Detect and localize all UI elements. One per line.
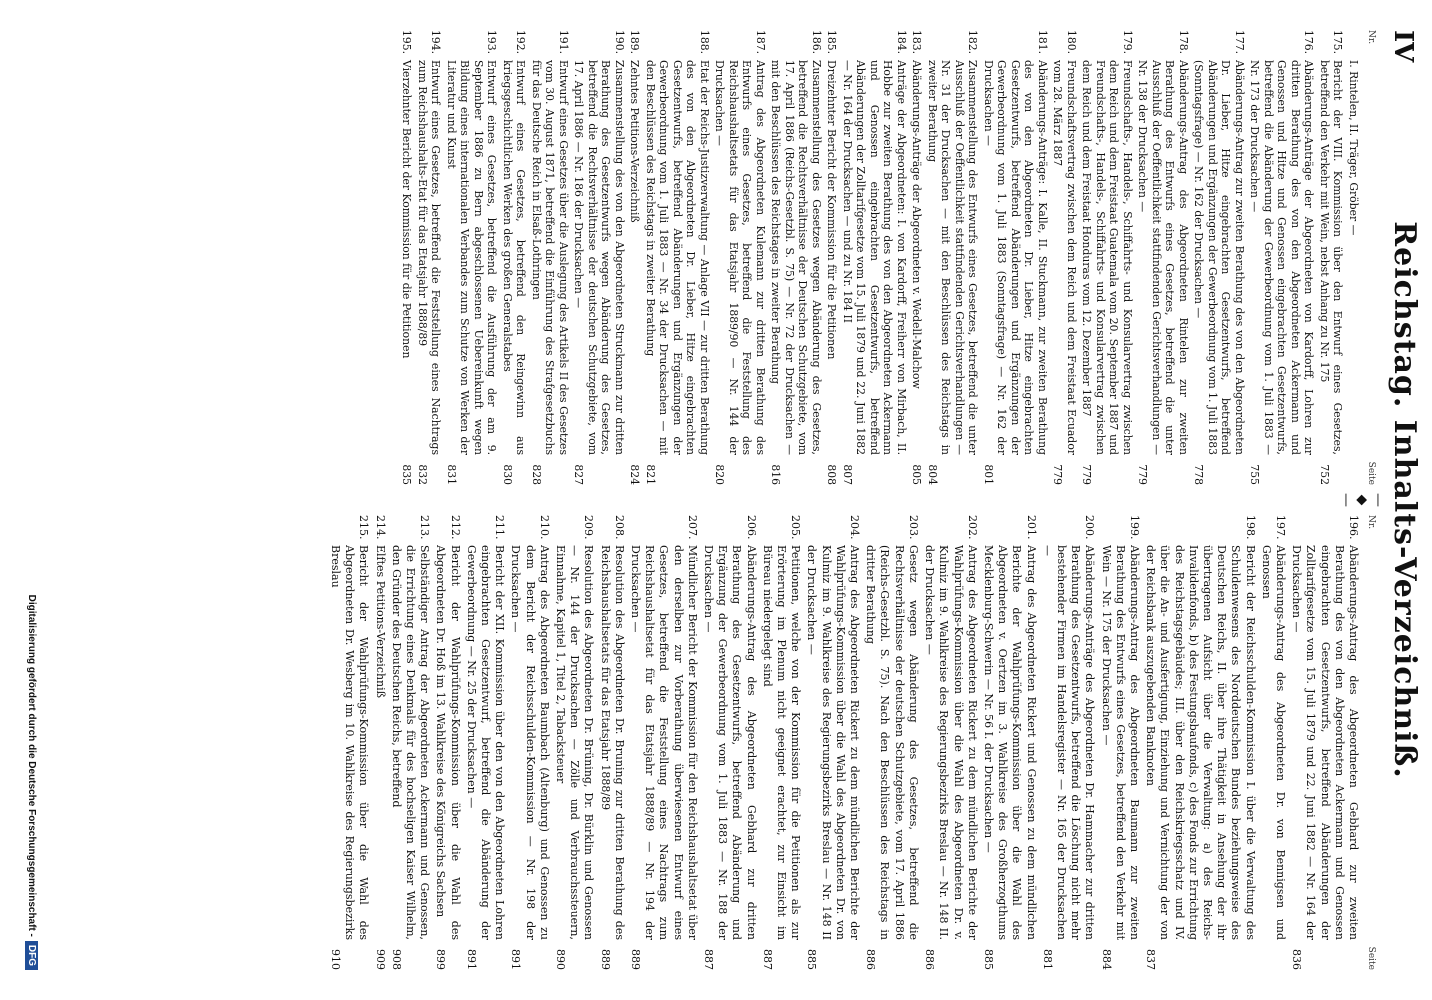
entry-number: 212. — [448, 515, 462, 540]
toc-entry — [825, 30, 839, 485]
toc-entry — [628, 515, 699, 970]
toc-entry — [501, 30, 528, 485]
right-entry-list — [328, 515, 1360, 970]
entry-page: 836 — [1290, 949, 1304, 970]
entry-page: 831 — [445, 464, 458, 485]
entry-number: 177. — [1233, 30, 1246, 55]
entry-title: Selbständiger Antrag der Abgeordneten Ackermann und Genossen, die Errichtung eines Denkmals für des hochseligen Kaiser Wilhelm, den Gründer des Deutschen Reichs, betreffend — [389, 545, 432, 940]
credit-text: Digitalisierung gefördert durch die Deutsche Forschungsgemeinschaft - — [26, 594, 37, 937]
entry-title: Freundschaftsvertrag zwischen dem Reich und dem Freistaat Ecuador vom 28. März 1887 — [1051, 60, 1078, 455]
entry-page: 755 — [1248, 464, 1262, 485]
toc-entry — [530, 30, 571, 485]
toc-entry — [713, 30, 767, 485]
entry-title: Bericht der Wahlprüfungs-Kommission über die Wahl des Abgeordneten Dr. Hoß im 13. Wahlkreise des Königreichs Sachsen — [434, 545, 462, 940]
entry-title: Mündlicher Bericht der Kommission für den Reichshaushaltsetat über den derselben zur Vorberathung überwiesenen Entwurf eines Gesetzes, betreffend die Feststellung eines Nachtrags zum Reichshaushaltsetat für das Etatsjahr 1888/89 — Nr. 194 der Drucksachen — — [629, 545, 699, 940]
entry-number: 201. — [1024, 515, 1038, 540]
entry-title: Zusammenstellung des Entwurfs eines Gesetzes, betreffend die unter Ausschluß der Oeffentlichkeit stattfindenden Gerichtsverhandlungen — Nr. 31 der Drucksachen — mit den Beschlüssen des Reichstags in zweiter Berathung — [926, 60, 980, 455]
toc-entry — [1136, 30, 1190, 485]
column-separator-ornament: —◆— — [1338, 493, 1386, 507]
entry-title: Entwurf eines Gesetzes, betreffend die Feststellung eines Nachtrags zum Reichshaushalts-Etat für das Etatsjahr 1888/89 — [416, 60, 443, 455]
nr-label: Nr. — [1366, 515, 1376, 530]
toc-entry — [1318, 30, 1345, 485]
entry-number: 176. — [1302, 30, 1316, 55]
entry-page: 891 — [464, 949, 478, 970]
entry-number: 211. — [493, 515, 507, 540]
toc-entry — [1248, 30, 1316, 485]
entry-page: 832 — [416, 464, 429, 485]
entry-page: 778 — [1192, 464, 1206, 485]
entry-page: 801 — [982, 464, 995, 485]
toc-entry — [1347, 30, 1361, 485]
entry-title: Bericht der Wahlprüfungs-Kommission über die Wahl des Abgeordneten Dr. Wesberg im 10. Wahlkreise des Regierungsbezirks Breslau — [328, 545, 371, 940]
entry-number: 190. — [613, 30, 626, 55]
toc-entry — [910, 30, 924, 485]
toc-entry — [389, 515, 432, 970]
entry-number: 204. — [848, 515, 862, 540]
toc-entry — [416, 30, 443, 485]
right-column — [326, 515, 1376, 970]
running-header — [1382, 30, 1426, 970]
entry-number: 180. — [1065, 30, 1078, 55]
entry-title: Zehntes Petitions-Verzeichniß — [628, 60, 642, 223]
toc-entry — [760, 515, 803, 970]
entry-number: 179. — [1121, 30, 1134, 55]
digitization-credit — [26, 30, 37, 970]
entry-page: 830 — [501, 464, 514, 485]
entry-title: Entwurf eines Gesetzes über die Auslegung des Artikels II des Gesetzes vom 30. August 1871, betreffend die Einführung des Strafgesetzbuchs für das Deutsche Reich in Elsaß-Lothringen — [530, 60, 570, 455]
toc-entry — [1080, 30, 1134, 485]
entry-number: 200. — [1083, 515, 1097, 540]
entry-title: Abänderungs-Anträge der Abgeordneten v. Wedell-Malchow — [910, 60, 924, 389]
entry-page: 885 — [805, 949, 819, 970]
running-title: Reichstag. Inhalts-Verzeichniß. — [1387, 221, 1422, 779]
entry-title: Antrag des Abgeordneten Rickert zu dem mündlichen Berichte der Wahlprüfungs-Kommission über die Wahl des Abgeordneten Dr. von Kulmiz im 9. Wahlkreise des Regierungsbezirks Breslau — Nr. 148 II der Drucksachen — — [805, 545, 862, 940]
entry-page: 909 — [373, 949, 387, 970]
entry-title: Abänderungs-Anträge des Abgeordneten Dr. Hammacher zur dritten Berathung des Gesetzentwurfs, betreffend die Löschung nicht mehr bestehender Firmen im Handelsregister — Nr. 165 der Drucksachen — — [1040, 545, 1097, 940]
nr-label: Nr. — [1366, 30, 1376, 45]
entry-page: 816 — [769, 464, 783, 485]
entry-title: Abänderungs-Antrag des Abgeordneten Baumann zur zweiten Berathung des Entwurfs eines Gesetzes, betreffend den Verkehr mit Wein — Nr. 175 der Drucksachen — — [1099, 545, 1141, 940]
entry-page: 827 — [572, 464, 586, 485]
entry-number: 203. — [906, 515, 920, 540]
entry-page: 887 — [702, 949, 716, 970]
toc-entry — [400, 30, 414, 485]
entry-number: 181. — [1036, 30, 1049, 55]
entry-page: 885 — [981, 949, 995, 970]
entry-title: Etat der Reichs-Justizverwaltung — Anlage VII — zur dritten Berathung des von den Abgeordneten Dr. Lieber, Hitze eingebrachten Gesetzentwurfs, betreffend Abänderungen und Ergänzungen der Gewerbeordnung vom 1. Juli 1883 — Nr. 34 der Drucksachen — mit den Beschlüssen des Reichstags in zweiter Berathung — [644, 60, 711, 455]
entry-page: 824 — [628, 464, 642, 485]
page-number: IV — [1388, 30, 1418, 63]
entry-page: 808 — [825, 464, 839, 485]
entry-page: 881 — [1040, 949, 1054, 970]
entry-page: 899 — [434, 949, 448, 970]
entry-title: Antrag des Abgeordneten Rickert zu dem mündlichen Berichte der Wahlprüfungs-Kommission über die Wahl des Abgeordneten Dr. v. Kulmiz im 9. Wahlkreise des Regierungsbezirks Breslau — Nr. 148 II. der Drucksachen — — [923, 545, 979, 940]
toc-entry — [863, 515, 920, 970]
entry-page: 837 — [1144, 949, 1158, 970]
entry-title: Abänderungs-Anträge der Abgeordneten von Kardorff, Lohren zur dritten Berathung des von den Abgeordneten Ackermann und Genossen und Hitze und Genossen eingebrachten Gesetzentwurfs, betreffend die Abänderung der Gewerbeordnung vom 1. Juli 1883 — Nr. 173 der Drucksachen — — [1248, 60, 1316, 455]
left-column — [398, 30, 1376, 485]
entry-title: Abänderungs-Antrag des Abgeordneten Rintelen zur zweiten Berathung des Entwurfs eines Gesetzes, betreffend die unter Ausschluß der Oeffentlichkeit stattfindenden Gerichtsverhandlungen — Nr. 138 der Drucksachen — — [1136, 60, 1190, 455]
entry-number: 214. — [373, 515, 387, 540]
entry-number: 182. — [966, 30, 980, 55]
toc-entry — [804, 515, 861, 970]
toc-entry — [981, 515, 1038, 970]
seite-label: Seite — [1366, 946, 1376, 970]
toc-entry — [841, 30, 909, 485]
entry-number: 187. — [754, 30, 767, 55]
toc-entry — [769, 30, 823, 485]
entry-number: 186. — [810, 30, 823, 55]
toc-entry — [597, 515, 625, 970]
entry-number: 196. — [1347, 515, 1360, 540]
entry-title: Abänderungs-Antrag zur zweiten Berathung des von den Abgeordneten Dr. Lieber, Hitze eingebrachten Gesetzentwurfs, betreffend Abänderungen und Ergänzungen der Gewerbeordnung vom 1. Juli 1883 (Sonntagsfrage) — Nr. 162 der Drucksachen — — [1192, 60, 1246, 455]
entry-number: 194. — [429, 30, 443, 55]
entry-page: 805 — [910, 464, 924, 485]
entry-title: Vierzehnter Bericht der Kommission für die Petitionen — [400, 60, 414, 359]
toc-entry — [445, 30, 499, 485]
toc-entry — [1143, 515, 1257, 970]
entry-number: 189. — [628, 30, 642, 55]
entry-number: 199. — [1127, 515, 1141, 540]
entry-number: 215. — [357, 515, 371, 540]
entry-page: 779 — [1136, 464, 1150, 485]
entry-number: 197. — [1273, 515, 1287, 540]
entry-page: 889 — [629, 949, 643, 970]
entry-title: Freundschafts-, Handels-, Schiffahrts- und Konsularvertrag zwischen dem Reich und dem Freistaat Guatemala vom 20. September 1887 und Freundschafts-, Handels-, Schiffahrts- und Konsularvertrag zwischen dem Reich und dem Freistaat Honduras vom 12. Dezember 1887 — [1080, 60, 1134, 455]
entry-number: 208. — [612, 515, 626, 540]
toc-entry — [1051, 30, 1078, 485]
entry-number: 207. — [685, 515, 699, 540]
entry-title: Petitionen, welche von der Kommission für die Petitionen als zur Erörterung im Plenum nicht geeignet erachtet, zur Einsicht im Büreau niedergelegt sind — [760, 545, 803, 940]
entry-title: Entwurf eines Gesetzes, betreffend die Ausführung der am 9. September 1886 zu Bern abgeschlossenen Uebereinkunft wegen Bildung eines internationalen Verbandes zum Schutze von Werken der Literatur und Kunst — [445, 60, 499, 455]
entry-title: Antrag des Abgeordneten Kulemann zur dritten Berathung des Entwurfs eines Gesetzes, betreffend die Feststellung des Reichshaushaltsetats für das Etatsjahr 1889/90 — Nr. 144 der Drucksachen — — [713, 60, 767, 455]
entry-title: Elftes Petitions-Verzeichniß — [373, 545, 387, 698]
left-column-header — [1360, 30, 1376, 485]
toc-entry — [464, 515, 507, 970]
entry-page: 835 — [400, 464, 414, 485]
toc-entry — [1289, 515, 1360, 970]
entry-title: Resolution des Abgeordneten Dr. Brüning, Dr. Bürklin und Genossen — Nr. 144 der Drucksachen — Zölle und Verbrauchssteuern, Einnahme, Kapitel 1, Titel 2, Tabacksteuer — [554, 545, 596, 940]
toc-entry — [433, 515, 461, 970]
toc-entry — [508, 515, 551, 970]
entry-page: 908 — [389, 949, 403, 970]
entry-title: Bericht der XII. Kommission über den von den Abgeordneten Lohren eingebrachten Gesetzentwurf, betreffend die Abänderung der Gewerbeordnung — Nr. 25 der Drucksachen — — [464, 545, 507, 940]
dfg-logo: DFG — [25, 941, 38, 970]
entry-number: 198. — [1243, 515, 1257, 540]
toc-entry — [982, 30, 1050, 485]
entry-number: 178. — [1177, 30, 1190, 55]
entry-page: 884 — [1099, 949, 1113, 970]
entry-title: Abänderungs-Antrag des Abgeordneten Gebhard zur zweiten Berathung des von den Abgeordneten Ackermann und Genossen eingebrachten Gesetzentwurfs, betreffend Abänderungen der Zolltarifgesetze vom 15. Juli 1879 und 22. Juni 1882 — Nr. 164 der Drucksachen — — [1290, 545, 1360, 940]
entry-page: 891 — [509, 949, 523, 970]
entry-page: 887 — [760, 949, 774, 970]
toc-entry — [926, 30, 980, 485]
entry-title: I. Rintelen, II. Träger, Gröber — — [1347, 60, 1360, 236]
toc-entry — [1259, 515, 1287, 970]
entry-number: 195. — [400, 30, 414, 55]
entry-number: 213. — [418, 515, 432, 540]
toc-entry — [572, 30, 626, 485]
entry-number: 206. — [744, 515, 758, 540]
entry-number: 210. — [537, 515, 551, 540]
entry-page: 779 — [1080, 464, 1094, 485]
seite-label: Seite — [1366, 461, 1376, 485]
entry-page: 886 — [923, 949, 937, 970]
entry-page: 910 — [328, 949, 342, 970]
toc-entry — [701, 515, 758, 970]
entry-title: Zusammenstellung des Gesetzes wegen Abänderung des Gesetzes, betreffend die Rechtsverhältnisse der Deutschen Schutzgebiete, vom 17. April 1886 (Reichs-Gesetzbl. S. 75) — Nr. 72 der Drucksachen — mit den Beschlüssen des Reichstages in zweiter Berathung — [769, 60, 823, 455]
entry-number: 202. — [965, 515, 979, 540]
left-entry-list — [400, 30, 1360, 485]
entry-page: 752 — [1318, 464, 1331, 485]
entry-page: 889 — [598, 949, 612, 970]
entry-page: 779 — [1051, 464, 1065, 485]
entry-number: 175. — [1331, 30, 1345, 55]
entry-title: Zusammenstellung des von den Abgeordneten Struckmann zur dritten Berathung des Gesetzentwurfs wegen Abänderung des Gesetzes, betreffend die Rechtsverhältnisse der deutschen Schutzgebiete, vom 17. April 1886 — Nr. 186 der Drucksachen — — [572, 60, 626, 455]
toc-entry — [628, 30, 642, 485]
entry-page: 807 — [841, 464, 854, 485]
entry-number: 184. — [895, 30, 908, 55]
entry-title: Gesetz wegen Abänderung des Gesetzes, betreffend die Rechtsverhältnisse der deutschen Schutzgebiete, vom 17. April 1886 (Reichs-Gesetzbl. S. 75). Nach den Beschlüssen des Reichstags in dritter Berathung — [864, 545, 920, 940]
right-column-header — [1360, 515, 1376, 970]
entry-number: 205. — [789, 515, 803, 540]
entry-title: Resolution des Abgeordneten Dr. Bruning zur dritten Berathung des Reichshaushaltsetats für das Etatsjahr 1888/89 — [598, 545, 626, 940]
toc-entry — [1098, 515, 1141, 970]
entry-title: Anträge der Abgeordneten: I. von Kardorff, Freiherr von Mirbach, II. Hobbe zur zweiten Berathung des von den Abgeordneten Ackermann und Genossen eingebrachten Gesetzentwurfs, betreffend Abänderungen der Zolltarifgesetze vom 15. Juli 1879 und 22. Juni 1882 — Nr. 164 der Drucksachen — und zu Nr. 184 II — [841, 60, 908, 455]
toc-entry — [553, 515, 596, 970]
entry-title: Antrag des Abgeordneten Baumbach (Altenburg) und Genossen zu dem Bericht der Reichsschulden-Kommission — Nr. 198 der Drucksachen — — [509, 545, 551, 940]
toc-entry — [644, 30, 712, 485]
entry-title: Abänderungs-Antrag des Abgeordneten Dr. von Bennigsen und Genossen — [1259, 545, 1287, 940]
entry-number: 191. — [557, 30, 570, 55]
entry-page: 821 — [644, 464, 657, 485]
entry-title: Bericht der VIII. Kommission über den Entwurf eines Gesetzes, betreffend den Verkehr mit Wein, nebst Anhang zu Nr. 175 — [1318, 60, 1345, 455]
entry-title: Bericht der Reichsschulden-Kommission I. über die Verwaltung des Schuldenwesens des Norddeutschen Bundes beziehungsweise des Deutschen Reichs, II. über ihre Thätigkeit in Ansehung der ihr übertragenen Aufsicht über die Verwaltung: a) des Reichs-Invalidenfonds, b) des Festungsbaufonds, c) des Fonds zur Errichtung des Reichstagsgebäudes; III. über den Reichskriegsschatz und IV. über die An- und Ausfertigung, Einziehung und Vernichtung der von der Reichsbank auszugebenden Banknoten — [1144, 545, 1257, 940]
entry-page: 886 — [864, 949, 878, 970]
toc-entry — [1192, 30, 1246, 485]
toc-entry — [1040, 515, 1097, 970]
entry-page: 828 — [530, 464, 543, 485]
entry-number: 192. — [514, 30, 528, 55]
entry-title: Entwurf eines Gesetzes, betreffend den Reingewinn aus kriegsgeschichtlichen Werken des großen Generalstabes — [501, 60, 528, 455]
entry-title: Abänderungs-Anträge: I. Kalle, II. Stuckmann, zur zweiten Berathung des von den Abgeordneten Dr. Lieber, Hitze eingebrachten Gesetzentwurfs, betreffend Abänderungen und Ergänzungen der Gewerbeordnung vom 1. Juli 1883 (Sonntagsfrage) — Nr. 162 der Drucksachen — — [982, 60, 1049, 455]
entry-page: 820 — [713, 464, 727, 485]
entry-title: Abänderungs-Antrag des Abgeordneten Gebhard zur dritten Berathung des Gesetzentwurfs, betreffend Abänderung und Ergänzung der Gewerbeordnung vom 1. Juli 1883 — Nr. 188 der Drucksachen — — [702, 545, 758, 940]
entry-number: 188. — [698, 30, 711, 55]
toc-entry — [328, 515, 371, 970]
entry-page: 890 — [554, 949, 568, 970]
toc-entry — [922, 515, 979, 970]
entry-number: 209. — [582, 515, 596, 540]
entry-number: 185. — [825, 30, 839, 55]
entry-number: 183. — [910, 30, 924, 55]
entry-page: 804 — [926, 464, 939, 485]
entry-number: 193. — [485, 30, 499, 55]
toc-entry — [372, 515, 386, 970]
entry-title: Dreizehnter Bericht der Kommission für die Petitionen — [825, 60, 839, 360]
entry-title: Antrag des Abgeordneten Rickert und Genossen zu dem mündlichen Berichte der Wahlprüfungs-Kommission über die Wahl des Abgeordneten v. Oertzen im 3. Wahlkreise des Großherzogthums Mecklenburg-Schwerin — Nr. 56 I. der Drucksachen — — [981, 545, 1038, 940]
